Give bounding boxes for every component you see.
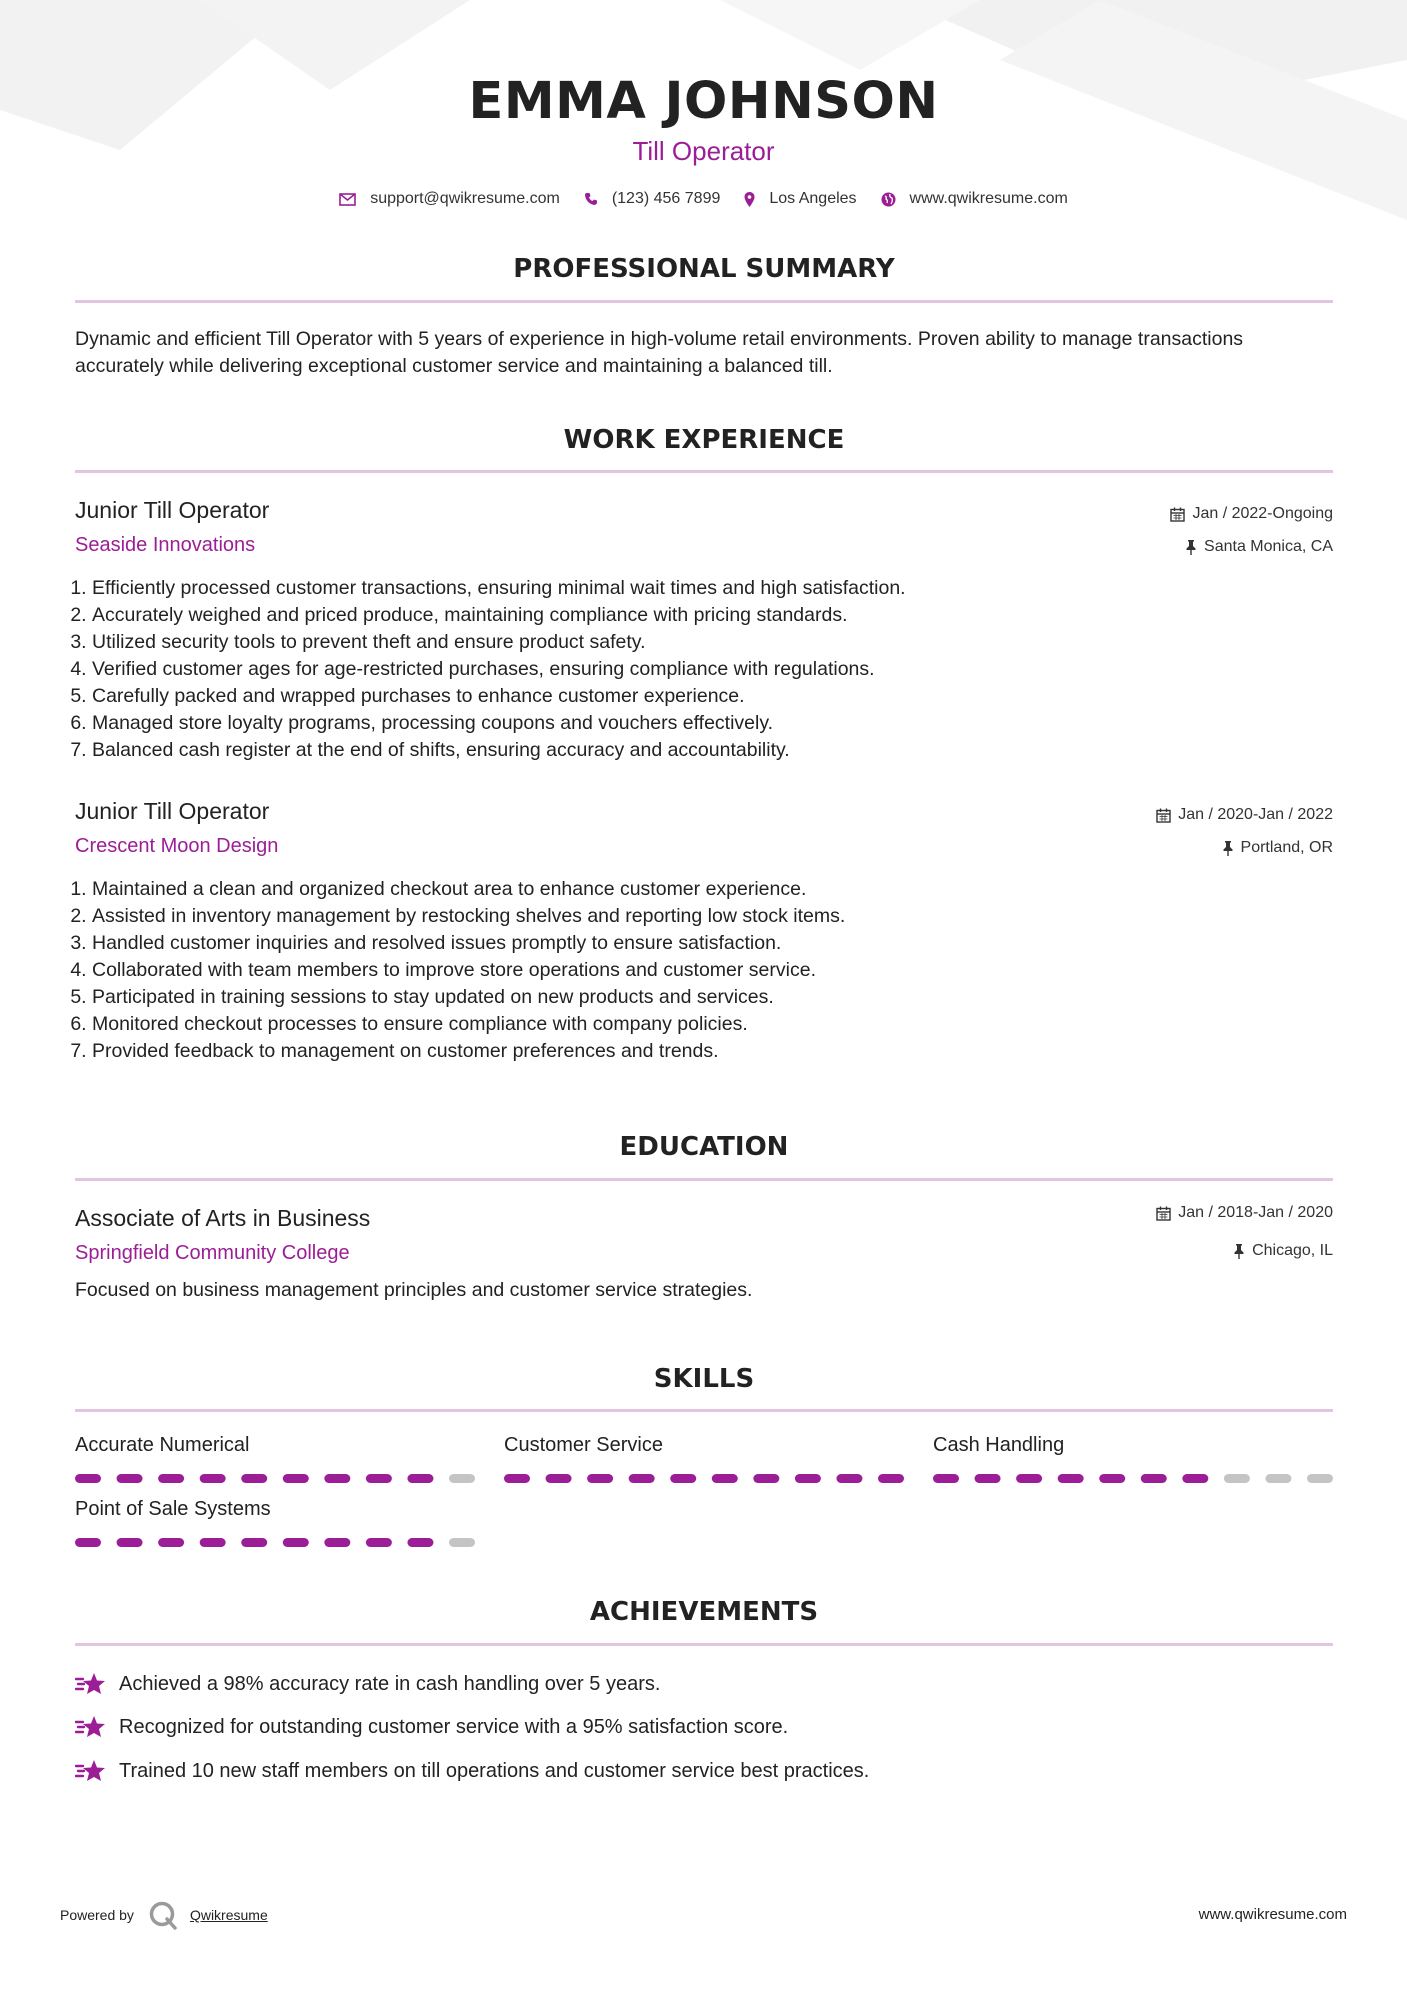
- list-item: 6. Managed store loyalty programs, processing coupons and vouchers effectively.: [92, 710, 1292, 737]
- shooting-star-icon: [75, 1714, 107, 1740]
- envelope-icon: [339, 193, 356, 206]
- job-bullets: [70, 876, 1292, 1065]
- job-dates-text: Jan / 2020-Jan / 2022: [1178, 806, 1333, 823]
- job-dates-text: Jan / 2022-Ongoing: [1192, 505, 1333, 522]
- skill-segment-filled: [670, 1474, 696, 1483]
- qwikresume-logo-icon: [148, 1900, 178, 1930]
- qwikresume-link[interactable]: Qwikresume: [189, 1907, 268, 1923]
- skill-segment-filled: [975, 1474, 1001, 1483]
- calendar-icon: [1156, 1206, 1171, 1221]
- skill-segment-filled: [75, 1538, 101, 1547]
- skill-segment-empty: [1224, 1474, 1250, 1483]
- job-location: [1185, 538, 1333, 556]
- achievement-item: [75, 1714, 788, 1740]
- list-item: 5. Participated in training sessions to stay updated on new products and services.: [92, 984, 1292, 1011]
- list-item: 4. Collaborated with team members to improve store operations and customer service.: [92, 957, 1292, 984]
- job-dates: [1156, 806, 1333, 824]
- list-item: 3. Handled customer inquiries and resolved issues promptly to ensure satisfaction.: [92, 930, 1292, 957]
- job-company: Seaside Innovations: [75, 534, 256, 556]
- skill-segment-filled: [878, 1474, 904, 1483]
- skill-segment-filled: [546, 1474, 572, 1483]
- skill-segment-filled: [629, 1474, 655, 1483]
- skill-segment-filled: [366, 1474, 392, 1483]
- achievement-text: Trained 10 new staff members on till operations and customer service best practices.: [119, 1759, 870, 1782]
- skill-segment-filled: [1182, 1474, 1208, 1483]
- skill-segment-filled: [836, 1474, 862, 1483]
- skill-segment-filled: [1058, 1474, 1084, 1483]
- skill-segment-filled: [407, 1538, 433, 1547]
- skill-item: [504, 1434, 904, 1462]
- list-item: 2. Accurately weighed and priced produce, maintaining compliance with pricing standards.: [92, 602, 1292, 629]
- list-item: 1. Efficiently processed customer transactions, ensuring minimal wait times and high satisfaction.: [92, 575, 1292, 602]
- skill-item: [933, 1434, 1333, 1462]
- skill-segment-filled: [1099, 1474, 1125, 1483]
- skill-name: Point of Sale Systems: [75, 1498, 271, 1520]
- achievement-text: Achieved a 98% accuracy rate in cash handling over 5 years.: [119, 1672, 661, 1695]
- skill-segment-filled: [324, 1474, 350, 1483]
- list-item: 2. Assisted in inventory management by restocking shelves and reporting low stock items.: [92, 903, 1292, 930]
- skill-segment-filled: [200, 1474, 226, 1483]
- list-item: 3. Utilized security tools to prevent theft and ensure product safety.: [92, 629, 1292, 656]
- education-dates: [1156, 1204, 1333, 1222]
- skill-segment-filled: [158, 1538, 184, 1547]
- skill-name: Customer Service: [504, 1434, 663, 1456]
- summary-heading: PROFESSIONAL SUMMARY: [513, 254, 895, 284]
- skill-segment-filled: [241, 1474, 267, 1483]
- education-heading: EDUCATION: [619, 1132, 789, 1162]
- skill-segment-filled: [1141, 1474, 1167, 1483]
- candidate-name: EMMA JOHNSON: [468, 72, 939, 131]
- education-school: Springfield Community College: [75, 1242, 350, 1264]
- contact-bar: [0, 190, 1407, 208]
- skill-segment-filled: [283, 1538, 309, 1547]
- skill-item: [75, 1498, 475, 1526]
- list-item: 7. Balanced cash register at the end of shifts, ensuring accuracy and accountability.: [92, 737, 1292, 764]
- achievement-item: [75, 1758, 869, 1784]
- skill-segment-empty: [1265, 1474, 1291, 1483]
- skill-segment-filled: [366, 1538, 392, 1547]
- contact-email[interactable]: [339, 190, 560, 208]
- skill-segment-filled: [712, 1474, 738, 1483]
- candidate-title: Till Operator: [632, 136, 775, 166]
- skill-segment-empty: [449, 1538, 475, 1547]
- calendar-icon: [1170, 507, 1185, 522]
- list-item: 1. Maintained a clean and organized checkout area to enhance customer experience.: [92, 876, 1292, 903]
- skill-segment-filled: [158, 1474, 184, 1483]
- job-company: Crescent Moon Design: [75, 835, 279, 857]
- skill-level-bar: [933, 1474, 1333, 1483]
- experience-divider: [75, 470, 1333, 473]
- pin-icon: [1233, 1244, 1245, 1259]
- skill-segment-filled: [795, 1474, 821, 1483]
- job-bullets: [70, 575, 1292, 764]
- list-item: 4. Verified customer ages for age-restricted purchases, ensuring compliance with regulations.: [92, 656, 1292, 683]
- skill-name: Accurate Numerical: [75, 1434, 250, 1456]
- job-location-text: Portland, OR: [1240, 839, 1333, 856]
- education-location-text: Chicago, IL: [1252, 1242, 1333, 1259]
- contact-phone[interactable]: [584, 190, 721, 208]
- education-degree: Associate of Arts in Business: [75, 1205, 371, 1231]
- achievements-heading: ACHIEVEMENTS: [589, 1597, 819, 1627]
- education-description: Focused on business management principles and customer service strategies.: [75, 1279, 753, 1301]
- skill-level-bar: [75, 1474, 475, 1483]
- contact-website[interactable]: [881, 190, 1068, 208]
- skill-segment-filled: [587, 1474, 613, 1483]
- achievement-text: Recognized for outstanding customer service with a 95% satisfaction score.: [119, 1715, 789, 1738]
- skill-segment-filled: [117, 1474, 143, 1483]
- skill-name: Cash Handling: [933, 1434, 1065, 1456]
- job-role: Junior Till Operator: [75, 497, 270, 523]
- job-dates: [1170, 505, 1333, 523]
- map-marker-icon: [744, 192, 755, 207]
- skill-segment-filled: [241, 1538, 267, 1547]
- skill-segment-filled: [200, 1538, 226, 1547]
- skill-segment-filled: [753, 1474, 779, 1483]
- contact-location: [744, 190, 856, 208]
- skills-divider: [75, 1409, 1333, 1412]
- skill-level-bar: [504, 1474, 904, 1483]
- skill-segment-filled: [283, 1474, 309, 1483]
- job-location: [1222, 839, 1333, 857]
- calendar-icon: [1156, 808, 1171, 823]
- skills-heading: SKILLS: [653, 1364, 755, 1394]
- achievement-item: [75, 1671, 660, 1697]
- shooting-star-icon: [75, 1758, 107, 1784]
- education-dates-text: Jan / 2018-Jan / 2020: [1178, 1204, 1333, 1221]
- globe-icon: [881, 192, 896, 207]
- powered-by-label: Powered by: [60, 1907, 134, 1923]
- contact-website-text: www.qwikresume.com: [909, 190, 1068, 207]
- education-location: [1233, 1242, 1333, 1260]
- pin-icon: [1222, 841, 1234, 856]
- skill-segment-filled: [933, 1474, 959, 1483]
- pin-icon: [1185, 540, 1197, 555]
- job-location-text: Santa Monica, CA: [1204, 538, 1333, 555]
- skill-level-bar: [75, 1538, 475, 1547]
- summary-divider: [75, 300, 1333, 303]
- contact-email-text: support@qwikresume.com: [370, 190, 560, 207]
- skill-segment-empty: [1307, 1474, 1333, 1483]
- footer-website[interactable]: www.qwikresume.com: [1198, 1906, 1347, 1923]
- experience-heading: WORK EXPERIENCE: [563, 425, 845, 455]
- skill-segment-filled: [117, 1538, 143, 1547]
- list-item: 6. Monitored checkout processes to ensure compliance with company policies.: [92, 1011, 1292, 1038]
- summary-text: Dynamic and efficient Till Operator with 5 years of experience in high-volume retail environments. Proven ability to manage transactions accurately while delivering exceptional customer service and maintaining a balanced till.: [75, 328, 1244, 377]
- shooting-star-icon: [75, 1671, 107, 1697]
- skill-segment-empty: [449, 1474, 475, 1483]
- skill-segment-filled: [75, 1474, 101, 1483]
- skill-item: [75, 1434, 475, 1462]
- list-item: 5. Carefully packed and wrapped purchases to enhance customer experience.: [92, 683, 1292, 710]
- achievements-divider: [75, 1643, 1333, 1646]
- contact-phone-text: (123) 456 7899: [611, 190, 721, 207]
- skill-segment-filled: [504, 1474, 530, 1483]
- skill-segment-filled: [324, 1538, 350, 1547]
- list-item: 7. Provided feedback to management on customer preferences and trends.: [92, 1038, 1292, 1065]
- footer-branding: [60, 1900, 268, 1930]
- skill-segment-filled: [407, 1474, 433, 1483]
- contact-location-text: Los Angeles: [769, 190, 857, 207]
- skill-segment-filled: [1016, 1474, 1042, 1483]
- education-divider: [75, 1178, 1333, 1181]
- job-role: Junior Till Operator: [75, 798, 270, 824]
- phone-icon: [584, 192, 598, 206]
